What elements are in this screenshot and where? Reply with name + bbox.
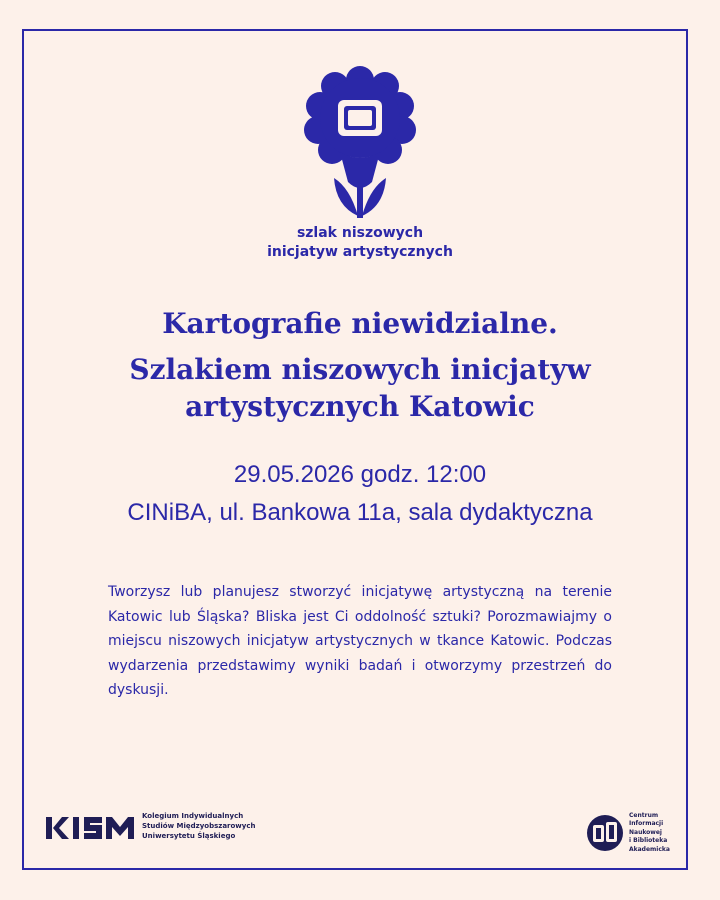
- cinba-name-line: Informacji: [629, 820, 664, 828]
- event-datetime: 29.05.2026 godz. 12:00: [233, 461, 487, 488]
- event-title-line-2: Szlakiem niszowych inicjatyw: [129, 353, 591, 386]
- brand-line-2: inicjatyw artystycznych: [267, 244, 453, 260]
- kism-name-line: Kolegium Indywidualnych: [142, 812, 244, 820]
- event-place: CINiBA, ul. Bankowa 11a, sala dydaktyczna: [127, 499, 593, 526]
- cinba-name-line: Centrum: [629, 812, 659, 819]
- event-title-line-1: Kartografie niewidzialne.: [162, 307, 558, 340]
- kism-name-line: Studiów Międzyobszarowych: [142, 822, 256, 830]
- brand-line-1: szlak niszowych: [296, 225, 424, 241]
- event-title-line-3: artystycznych Katowic: [185, 390, 535, 423]
- cinba-name: [629, 812, 670, 854]
- kism-name-line: Uniwersytetu Śląskiego: [142, 832, 236, 840]
- kism-name: [142, 811, 255, 841]
- event-description: Tworzysz lub planujesz stworzyć inicjatywę artystyczną na terenie Katowic lub Śląska? Bliska jest Ci oddolność sztuki? Porozmawiajmy o miejscu niszowych inicjatyw artystycznych w tkance Katowic. Podczas wydarzenia przedstawimy wyniki badań i otworzymy przestrzeń do dyskusji.: [108, 584, 612, 699]
- kism-logo: [46, 814, 136, 842]
- cinba-name-line: i Biblioteka: [629, 837, 668, 845]
- cinba-name-line: Naukowej: [629, 828, 662, 836]
- flower-screen-icon: [300, 66, 420, 221]
- cinba-name-line: Akademicka: [629, 845, 670, 853]
- book-circle-icon: [586, 814, 624, 852]
